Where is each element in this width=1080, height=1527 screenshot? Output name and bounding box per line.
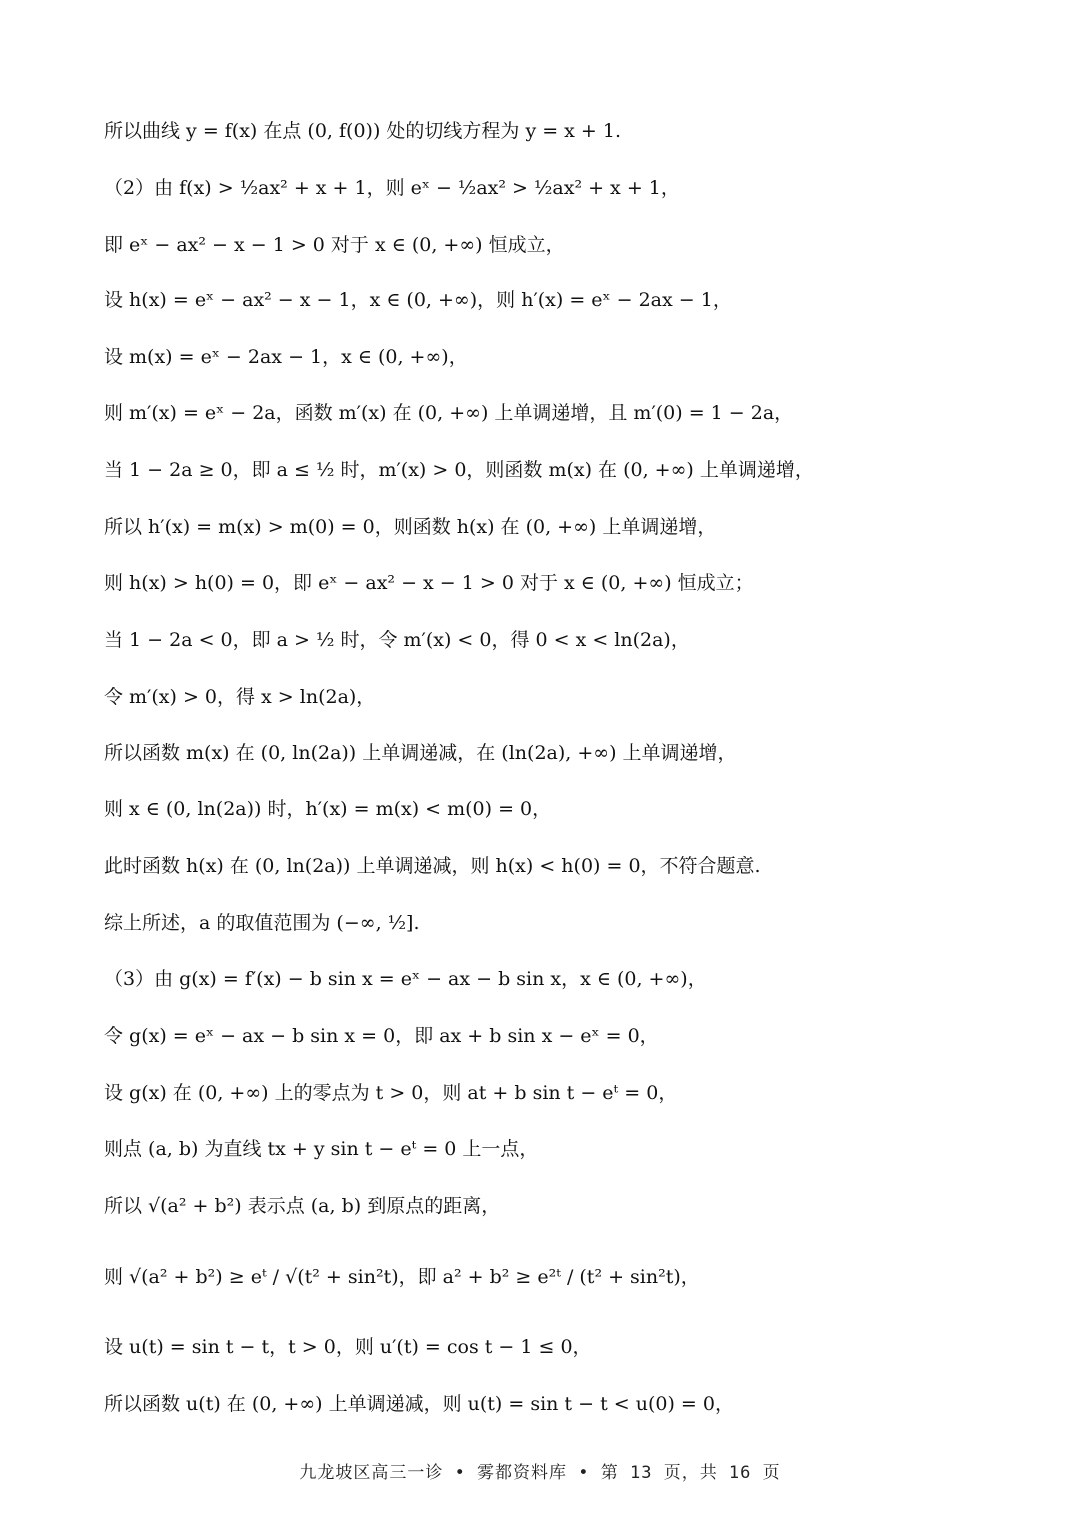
text-line: 所以 √(a² + b²) 表示点 (a, b) 到原点的距离，	[104, 1195, 501, 1217]
text-line: 则 √(a² + b²) ≥ eᵗ / √(t² + sin²t)，即 a² + b² ≥ e²ᵗ / (t² + sin²t)，	[104, 1266, 700, 1288]
text-line: 设 g(x) 在 (0, +∞) 上的零点为 t > 0，则 at + b sin t − eᵗ = 0，	[104, 1082, 678, 1104]
text-line: 即 eˣ − ax² − x − 1 > 0 对于 x ∈ (0, +∞) 恒成立，	[104, 234, 565, 256]
text-line: 设 m(x) = eˣ − 2ax − 1，x ∈ (0, +∞)，	[104, 346, 468, 368]
text-line: 所以函数 m(x) 在 (0, ln(2a)) 上单调递减，在 (ln(2a), +∞) 上单调递增，	[104, 742, 737, 764]
text-line: 则 m′(x) = eˣ − 2a，函数 m′(x) 在 (0, +∞) 上单调递增，且 m′(0) = 1 − 2a，	[104, 402, 794, 424]
text-line: 所以 h′(x) = m(x) > m(0) = 0，则函数 h(x) 在 (0, +∞) 上单调递增，	[104, 516, 717, 538]
text-line: （2）由 f(x) > ½ax² + x + 1，则 eˣ − ½ax² > ½ax² + x + 1，	[104, 177, 680, 199]
text-line: （3）由 g(x) = f′(x) − b sin x = eˣ − ax − b sin x，x ∈ (0, +∞)，	[104, 968, 707, 990]
text-line: 则 h(x) > h(0) = 0，即 eˣ − ax² − x − 1 > 0 对于 x ∈ (0, +∞) 恒成立；	[104, 572, 754, 594]
text-line: 设 h(x) = eˣ − ax² − x − 1，x ∈ (0, +∞)，则 h′(x) = eˣ − 2ax − 1，	[104, 289, 732, 311]
text-line: 此时函数 h(x) 在 (0, ln(2a)) 上单调递减，则 h(x) < h(0) = 0，不符合题意.	[104, 855, 761, 877]
text-line: 设 u(t) = sin t − t，t > 0，则 u′(t) = cos t − 1 ≤ 0，	[104, 1336, 592, 1358]
text-line: 当 1 − 2a < 0，即 a > ½ 时，令 m′(x) < 0，得 0 < x < ln(2a)，	[104, 629, 690, 651]
text-line: 综上所述，a 的取值范围为 (−∞, ½].	[104, 912, 420, 934]
text-line: 则 x ∈ (0, ln(2a)) 时，h′(x) = m(x) < m(0) = 0，	[104, 798, 552, 820]
page-footer: 九龙坡区高三一诊 • 雾都资料库 • 第 13 页，共 16 页	[299, 1463, 781, 1483]
text-line: 则点 (a, b) 为直线 tx + y sin t − eᵗ = 0 上一点，	[104, 1138, 539, 1160]
text-line: 所以函数 u(t) 在 (0, +∞) 上单调递减，则 u(t) = sin t − t < u(0) = 0，	[104, 1393, 734, 1415]
text-line: 令 m′(x) > 0，得 x > ln(2a)，	[104, 686, 376, 708]
text-line: 当 1 − 2a ≥ 0，即 a ≤ ½ 时，m′(x) > 0，则函数 m(x) 在 (0, +∞) 上单调递增，	[104, 459, 814, 481]
text-line: 令 g(x) = eˣ − ax − b sin x = 0，即 ax + b sin x − eˣ = 0，	[104, 1025, 659, 1047]
text-line: 所以曲线 y = f(x) 在点 (0, f(0)) 处的切线方程为 y = x + 1.	[104, 120, 622, 142]
